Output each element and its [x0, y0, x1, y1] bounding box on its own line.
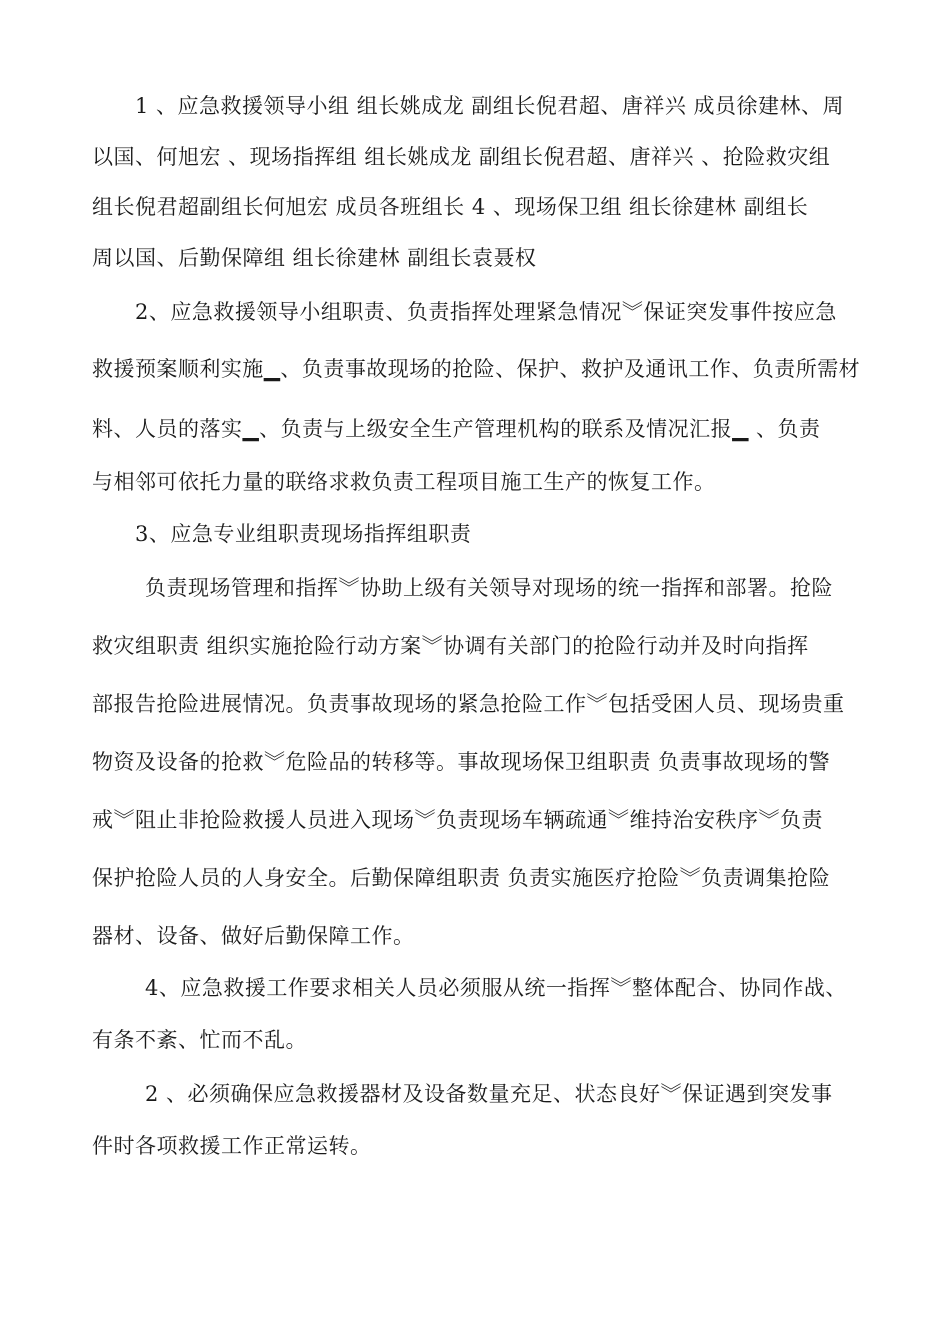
text-line-9: 3、应急专业组职责现场指挥组职责 — [135, 522, 472, 546]
text-line-6: 救援预案顺利实施▁、负责事故现场的抢险、保护、救护及通讯工作、负责所需材 — [92, 357, 861, 381]
text-line-20: 件时各项救援工作正常运转。 — [92, 1134, 372, 1158]
text-line-19: 2 、必须确保应急救援器材及设备数量充足、状态良好︾保证遇到突发事 — [145, 1082, 833, 1106]
text-line-13: 物资及设备的抢救︾危险品的转移等。事故现场保卫组职责 负责事故现场的警 — [92, 750, 831, 774]
text-line-1: 1 、应急救援领导小组 组长姚成龙 副组长倪君超、唐祥兴 成员徐建林、周 — [135, 94, 845, 118]
text-line-4: 周以国、后勤保障组 组长徐建林 副组长袁聂权 — [92, 246, 537, 270]
text-line-17: 4、应急救援工作要求相关人员必须服从统一指挥︾整体配合、协同作战、 — [145, 976, 847, 1000]
text-line-12: 部报告抢险进展情况。负责事故现场的紧急抢险工作︾包括受困人员、现场贵重 — [92, 692, 845, 716]
text-line-15: 保护抢险人员的人身安全。后勤保障组职责 负责实施医疗抢险︾负责调集抢险 — [92, 866, 831, 890]
text-line-5: 2、应急救援领导小组职责、负责指挥处理紧急情况︾保证突发事件按应急 — [135, 300, 837, 324]
text-line-14: 戒︾阻止非抢险救援人员进入现场︾负责现场车辆疏通︾维持治安秩序︾负责 — [92, 808, 823, 832]
text-line-16: 器材、设备、做好后勤保障工作。 — [92, 924, 415, 948]
text-line-18: 有条不紊、忙而不乱。 — [92, 1028, 307, 1052]
text-line-7: 料、人员的落实▁、负责与上级安全生产管理机构的联系及情况汇报▁ 、负责 — [92, 417, 821, 441]
text-line-10: 负责现场管理和指挥︾协助上级有关领导对现场的统一指挥和部署。抢险 — [145, 576, 833, 600]
text-line-8: 与相邻可依托力量的联络求救负责工程项目施工生产的恢复工作。 — [92, 470, 716, 494]
text-line-2: 以国、何旭宏 、现场指挥组 组长姚成龙 副组长倪君超、唐祥兴 、抢险救灾组 — [92, 145, 831, 169]
text-line-3: 组长倪君超副组长何旭宏 成员各班组长 4 、现场保卫组 组长徐建林 副组长 — [92, 195, 809, 219]
text-line-11: 救灾组职责 组织实施抢险行动方案︾协调有关部门的抢险行动并及时向指挥 — [92, 634, 809, 658]
